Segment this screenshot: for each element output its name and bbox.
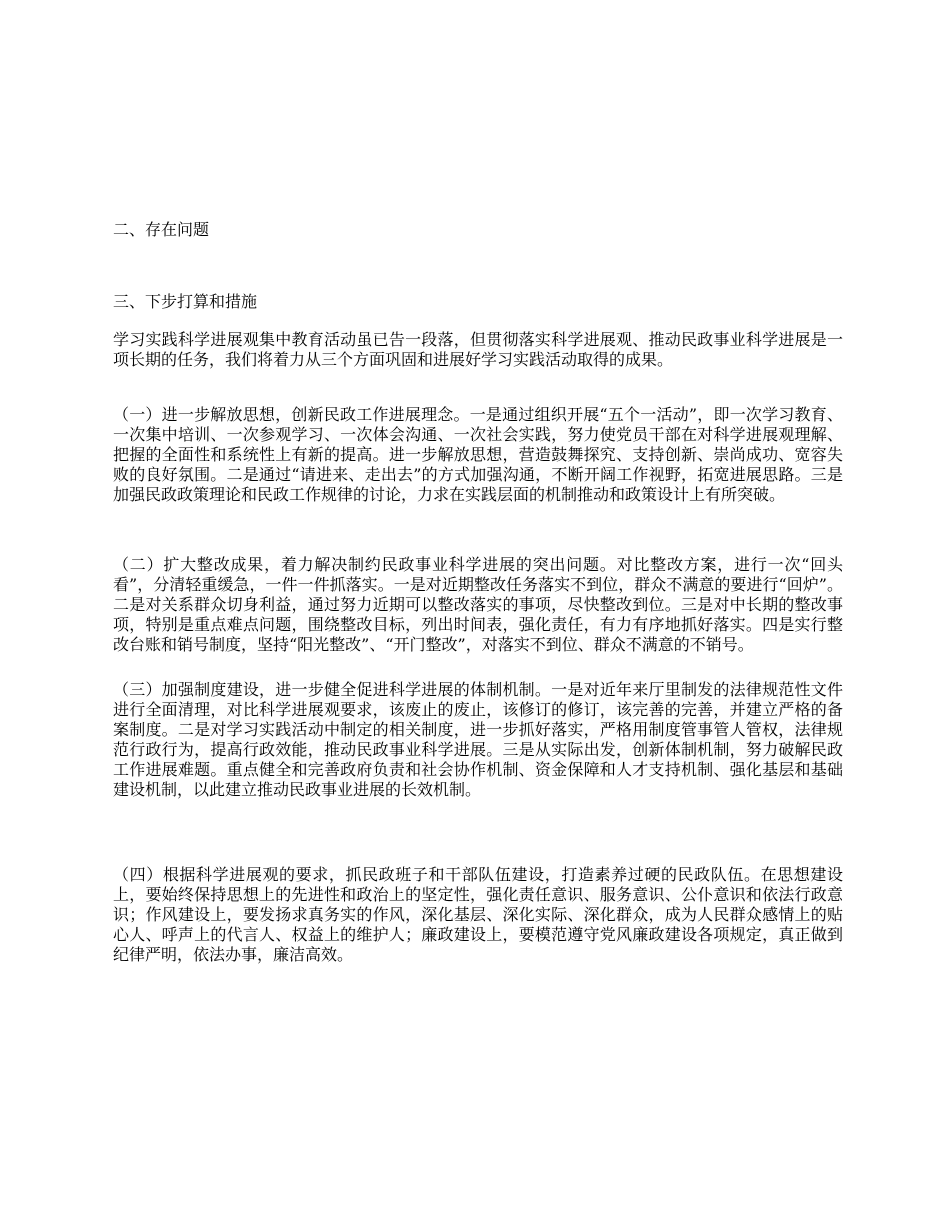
- paragraph-item-2: （二）扩大整改成果，着力解决制约民政事业科学进展的突出问题。对比整改方案，进行一次“回头看”，分清轻重缓急，一件一件抓落实。一是对近期整改任务落实不到位，群众不满意的要进行“回炉”。二是对关系群众切身利益，通过努力近期可以整改落实的事项，尽快整改到位。三是对中长期的整改事项，特别是重点难点问题，围绕整改目标，列出时间表，强化责任，有力有序地抓好落实。四是实行整改台账和销号制度，坚持“阳光整改”、“开门整改”，对落实不到位、群众不满意的不销号。: [113, 555, 843, 654]
- section-heading-problems: 二、存在问题: [113, 220, 210, 239]
- paragraph-item-4: （四）根据科学进展观的要求，抓民政班子和干部队伍建设，打造素养过硬的民政队伍。在思想建设上，要始终保持思想上的先进性和政治上的坚定性，强化责任意识、服务意识、公仆意识和依法行政意识；作风建设上，要发扬求真务实的作风，深化基层、深化实际、深化群众，成为人民群众感情上的贴心人、呼声上的代言人、权益上的维护人；廉政建设上，要模范遵守党风廉政建设各项规定，真正做到纪律严明，依法办事，廉洁高效。: [113, 865, 843, 964]
- section-heading-next-steps: 三、下步打算和措施: [113, 292, 258, 311]
- paragraph-intro: 学习实践科学进展观集中教育活动虽已告一段落，但贯彻落实科学进展观、推动民政事业科学进展是一项长期的任务，我们将着力从三个方面巩固和进展好学习实践活动取得的成果。: [113, 330, 843, 369]
- paragraph-item-1: （一）进一步解放思想，创新民政工作进展理念。一是通过组织开展“五个一活动”，即一次学习教育、一次集中培训、一次参观学习、一次体会沟通、一次社会实践，努力使党员干部在对科学进展观理解、把握的全面性和系统性上有新的提高。进一步解放思想，营造鼓舞探究、支持创新、崇尚成功、宽容失败的良好氛围。二是通过“请进来、走出去”的方式加强沟通，不断开阔工作视野，拓宽进展思路。三是加强民政政策理论和民政工作规律的讨论，力求在实践层面的机制推动和政策设计上有所突破。: [113, 405, 843, 504]
- paragraph-item-3: （三）加强制度建设，进一步健全促进科学进展的体制机制。一是对近年来厅里制发的法律规范性文件进行全面清理，对比科学进展观要求，该废止的废止，该修订的修订，该完善的完善，并建立严格的备案制度。二是对学习实践活动中制定的相关制度，进一步抓好落实，严格用制度管事管人管权，法律规范行政行为，提高行政效能，推动民政事业科学进展。三是从实际出发，创新体制机制，努力破解民政工作进展难题。重点健全和完善政府负责和社会协作机制、资金保障和人才支持机制、强化基层和基础建设机制，以此建立推动民政事业进展的长效机制。: [113, 680, 843, 799]
